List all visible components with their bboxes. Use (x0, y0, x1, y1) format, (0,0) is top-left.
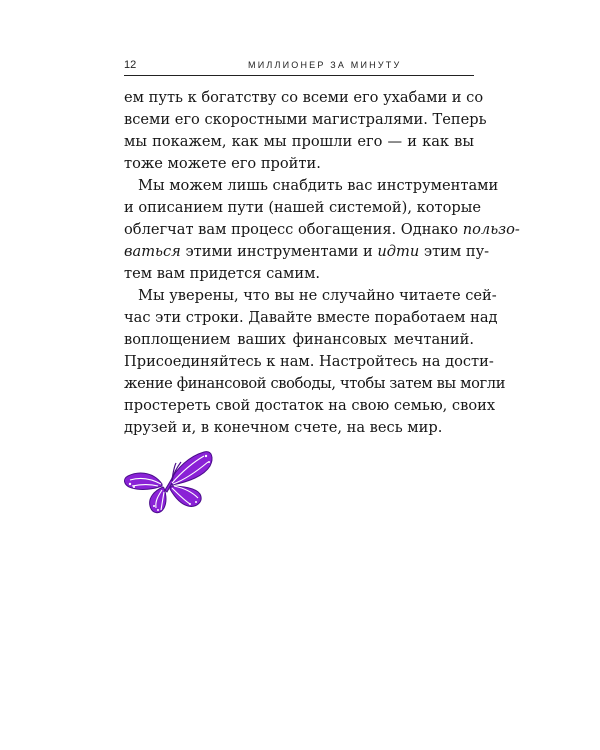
italic-word: ваться (124, 243, 181, 260)
running-title: МИЛЛИОНЕР ЗА МИНУТУ (248, 60, 402, 70)
text-line (124, 241, 490, 263)
page-number: 12 (124, 59, 137, 71)
text-line: ем путь к богатству со всеми его ухабами и со (124, 89, 484, 106)
text-line: тем вам придется самим. (124, 265, 321, 282)
paragraph-2 (124, 175, 520, 285)
text-line: Присоединяйтесь к нам. Настройтесь на дости- (124, 353, 494, 370)
italic-word: пользо- (462, 221, 520, 238)
text-line (124, 219, 520, 241)
paragraph-3 (124, 285, 506, 439)
text-line: жение финансовой свободы, чтобы затем вы могли (124, 375, 506, 392)
text-line: тоже можете его пройти. (124, 155, 321, 172)
header-rule (124, 75, 474, 76)
text-line (124, 285, 497, 307)
text-line: мы покажем, как мы прошли его — и как вы (124, 133, 474, 150)
page-header (124, 58, 474, 74)
text-line: и описанием пути (нашей системой), которые (124, 199, 481, 216)
text-line (124, 175, 499, 197)
paragraph-1 (124, 87, 487, 175)
text-fragment: Мы уверены, что вы не случайно читаете сей- (138, 287, 497, 304)
text-fragment: этими инструментами и (185, 243, 373, 260)
butterfly-wing (150, 487, 166, 513)
text-line: час эти строки. Давайте вместе поработаем над (124, 309, 498, 326)
text-line: друзей и, в конечном счете, на весь мир. (124, 419, 443, 436)
text-fragment: Мы можем лишь снабдить вас инструментами (138, 177, 499, 194)
text-fragment: облегчат вам процесс обогащения. Однако (124, 221, 459, 238)
text-fragment: этим пу- (423, 243, 490, 260)
italic-word: идти (377, 243, 420, 260)
body-text (124, 87, 520, 439)
text-line: воплощением ваших финансовых мечтаний. (124, 331, 474, 348)
butterfly-icon (118, 446, 216, 518)
text-line: всеми его скоростными магистралями. Теперь (124, 111, 487, 128)
text-line: простереть свой достаток на свою семью, своих (124, 397, 496, 414)
